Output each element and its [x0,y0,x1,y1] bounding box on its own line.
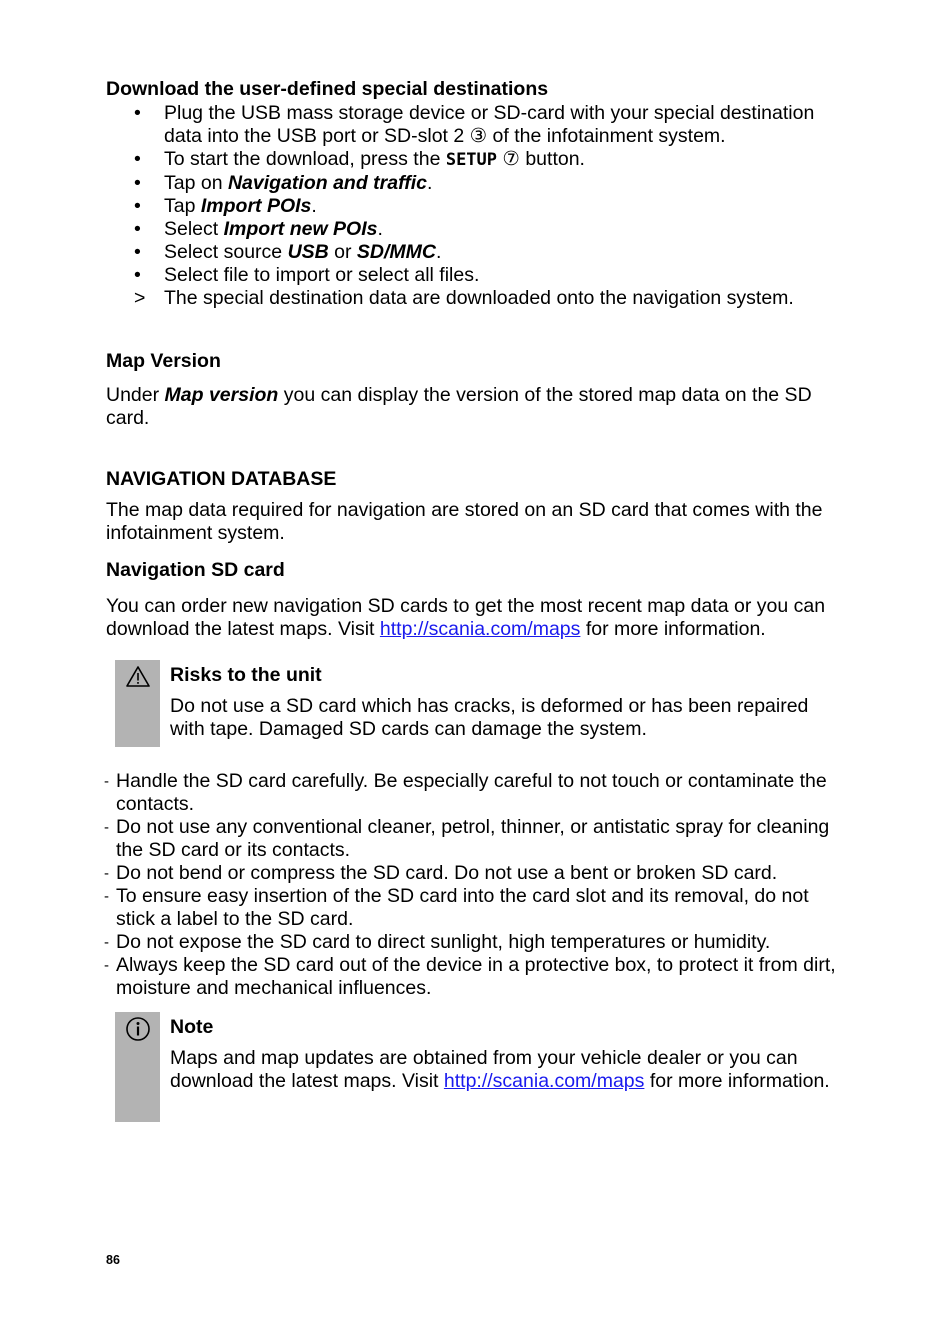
result-item: > The special destination data are downloaded onto the navigation system. [134,287,794,309]
dash-bullet-icon: - [104,957,109,974]
list-item: - To ensure easy insertion of the SD card into the card slot and its removal, do not stick a label to the SD card. [104,885,809,930]
list-item: - Do not bend or compress the SD card. Do not use a bent or broken SD card. [104,862,778,884]
note-callout [115,1012,835,1122]
bullet-icon: • [134,218,141,240]
list-item: • Plug the USB mass storage device or SD-card with your special destination data into the USB port or SD-slot 2 ③ of the infotainment system. [134,102,815,147]
risk-callout [115,660,835,747]
list-item: • Select Import new POIs. [134,218,383,240]
scania-maps-link[interactable]: http://scania.com/maps [379,618,581,640]
sd-care-list [106,770,836,1000]
bullet-icon: • [134,195,141,217]
risk-title: Risks to the unit [170,664,322,686]
list-item: • Tap on Navigation and traffic. [134,172,433,194]
warning-triangle-icon [125,664,151,690]
map-version-text: Under Map version you can display the version of the stored map data on the SD card. [106,384,812,429]
info-icon [125,1016,151,1042]
page-number: 86 [106,1253,120,1267]
bullet-icon: • [134,264,141,286]
callout-bar [115,1012,160,1122]
risk-text: Do not use a SD card which has cracks, is deformed or has been repaired with tape. Damaged SD cards can damage the system. [170,695,809,740]
list-item: • Select file to import or select all files. [134,264,480,286]
navigation-sd-card-heading: Navigation SD card [106,559,285,581]
bullet-icon: • [134,148,141,170]
result-arrow-icon: > [134,287,146,309]
callout-content [170,1016,830,1093]
list-item: - Handle the SD card carefully. Be especially careful to not touch or contaminate the contacts. [104,770,827,815]
map-version-heading: Map Version [106,350,221,372]
list-item: - Always keep the SD card out of the device in a protective box, to protect it from dirt, moisture and mechanical influences. [104,954,836,999]
scania-maps-link[interactable]: http://scania.com/maps [443,1070,645,1092]
setup-key-label: SETUP [445,150,498,170]
bullet-icon: • [134,241,141,263]
list-item: • To start the download, press the SETUP ⑦ button. [134,148,585,170]
list-item: • Select source USB or SD/MMC. [134,241,442,263]
dash-bullet-icon: - [104,934,109,951]
callout-bar [115,660,160,747]
navigation-sd-card-text: You can order new navigation SD cards to get the most recent map data or you can download the latest maps. Visit http://scania.com/maps for more information. [106,595,826,640]
note-text: Maps and map updates are obtained from your vehicle dealer or you can download the latest maps. Visit http://scania.com/maps for more information. [170,1047,830,1092]
bullet-icon: • [134,172,141,194]
bullet-icon: • [134,102,141,124]
download-steps-list [106,102,836,310]
download-heading: Download the user-defined special destinations [106,78,549,100]
navigation-database-text: The map data required for navigation are stored on an SD card that comes with the infotainment system. [106,499,823,544]
list-item: - Do not expose the SD card to direct sunlight, high temperatures or humidity. [104,931,771,953]
list-item: - Do not use any conventional cleaner, petrol, thinner, or antistatic spray for cleaning the SD card or its contacts. [104,816,830,861]
note-title: Note [170,1016,214,1038]
dash-bullet-icon: - [104,865,109,882]
dash-bullet-icon: - [104,773,109,790]
callout-content [170,664,830,741]
dash-bullet-icon: - [104,819,109,836]
dash-bullet-icon: - [104,888,109,905]
list-item: • Tap Import POIs. [134,195,317,217]
navigation-database-heading: NAVIGATION DATABASE [106,468,337,490]
